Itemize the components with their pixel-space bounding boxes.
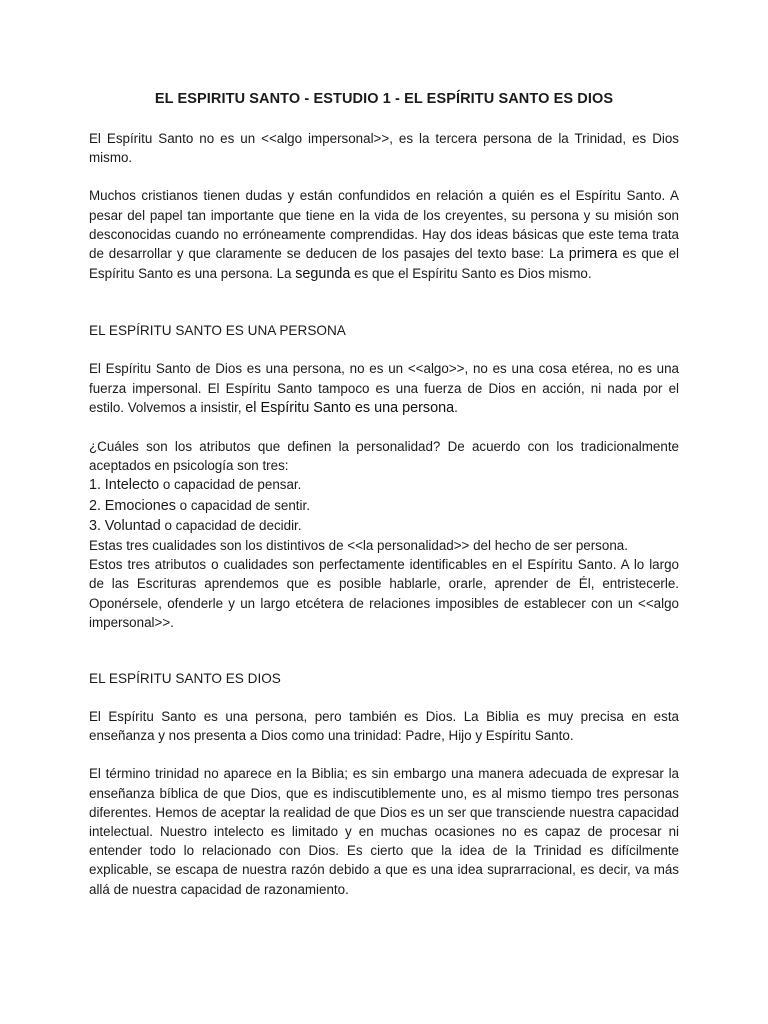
intro-paragraph-1: El Espíritu Santo no es un <<algo impersonal>>, es la tercera persona de la Trinidad, es Dios mismo. bbox=[89, 131, 679, 166]
section-heading-persona: EL ESPÍRITU SANTO ES UNA PERSONA bbox=[89, 323, 346, 339]
document-title: EL ESPIRITU SANTO - ESTUDIO 1 - EL ESPÍRITU SANTO ES DIOS bbox=[154, 91, 614, 107]
list-item-voluntad bbox=[89, 516, 679, 536]
intro-text-c: es que el Espíritu Santo es Dios mismo. bbox=[350, 266, 592, 282]
section1-paragraph-2: ¿Cuáles son los atributos que definen la personalidad? De acuerdo con los tradicionalmente aceptados en psicología son tres: bbox=[89, 439, 679, 474]
section1-paragraph-4: Estos tres atributos o cualidades son perfectamente identificables en el Espíritu Santo. A lo largo de las Escrituras aprendemos que es posible hablarle, orarle, aprender de Él, entristecerle. Oponérsele, ofenderle y un largo etcétera de relaciones imposibles de establecer con un <<algo impersonal>>. bbox=[89, 557, 679, 630]
list-term: Voluntad bbox=[104, 517, 161, 534]
section1-text-a: El Espíritu Santo de Dios es una persona, no es un <<algo>>, no es una cosa etérea, no es una fuerza impersonal. El Espíritu Santo tampoco es una fuerza de Dios en acción, ni nada por el estilo. Volvemos a insistir, bbox=[89, 361, 679, 415]
intro-paragraph-2 bbox=[89, 186, 679, 284]
section2-paragraph-1: El Espíritu Santo es una persona, pero también es Dios. La Biblia es muy precisa en esta enseñanza y nos presenta a Dios como una trinidad: Padre, Hijo y Espíritu Santo. bbox=[89, 709, 679, 744]
emphasis-es-una-persona: el Espíritu Santo es una persona bbox=[245, 399, 455, 416]
section1-text-b: . bbox=[454, 399, 458, 415]
list-description: o capacidad de decidir. bbox=[160, 517, 302, 533]
section1-paragraph-1 bbox=[89, 359, 679, 418]
attributes-list bbox=[89, 475, 679, 536]
list-term: Intelecto bbox=[104, 477, 160, 494]
list-number: 2. bbox=[89, 497, 102, 514]
intro-text-a: Muchos cristianos tienen dudas y están confundidos en relación a quién es el Espíritu Santo. A pesar del papel tan importante que tiene en la vida de los creyentes, su persona y su misión son desconocidas cuando no erróneamente comprendidas. Hay dos ideas básicas que este tema trata de desarrollar y que claramente se deducen de los pasajes del texto base: La bbox=[89, 188, 679, 262]
document-page bbox=[89, 88, 679, 899]
list-number: 1. bbox=[89, 477, 102, 494]
list-description: o capacidad de pensar. bbox=[159, 477, 302, 493]
emphasis-segunda: segunda bbox=[295, 266, 351, 283]
section-heading-dios: EL ESPÍRITU SANTO ES DIOS bbox=[89, 671, 281, 687]
list-number: 3. bbox=[89, 517, 102, 534]
section2-paragraph-2: El término trinidad no aparece en la Biblia; es sin embargo una manera adecuada de expresar la enseñanza bíblica de que Dios, que es indiscutiblemente uno, es al mismo tiempo tres personas diferentes. Hemos de aceptar la realidad de que Dios es un ser que transciende nuestra capacidad intelectual. Nuestro intelecto es limitado y en muchas ocasiones no es capaz de procesar ni entender todo lo relacionado con Dios. Es cierto que la idea de la Trinidad es difícilmente explicable, se escapa de nuestra razón debido a que es una idea suprarracional, es decir, va más allá de nuestra capacidad de razonamiento. bbox=[89, 766, 679, 897]
list-item-emociones bbox=[89, 496, 679, 516]
emphasis-primera: primera bbox=[568, 246, 618, 263]
intro-text-b: es que el Espíritu Santo es una persona. La bbox=[89, 246, 679, 282]
list-term: Emociones bbox=[104, 497, 176, 514]
list-item-intelecto bbox=[89, 475, 679, 495]
list-description: o capacidad de sentir. bbox=[175, 497, 310, 513]
section1-paragraph-3: Estas tres cualidades son los distintivos de <<la personalidad>> del hecho de ser persona. bbox=[89, 538, 628, 554]
